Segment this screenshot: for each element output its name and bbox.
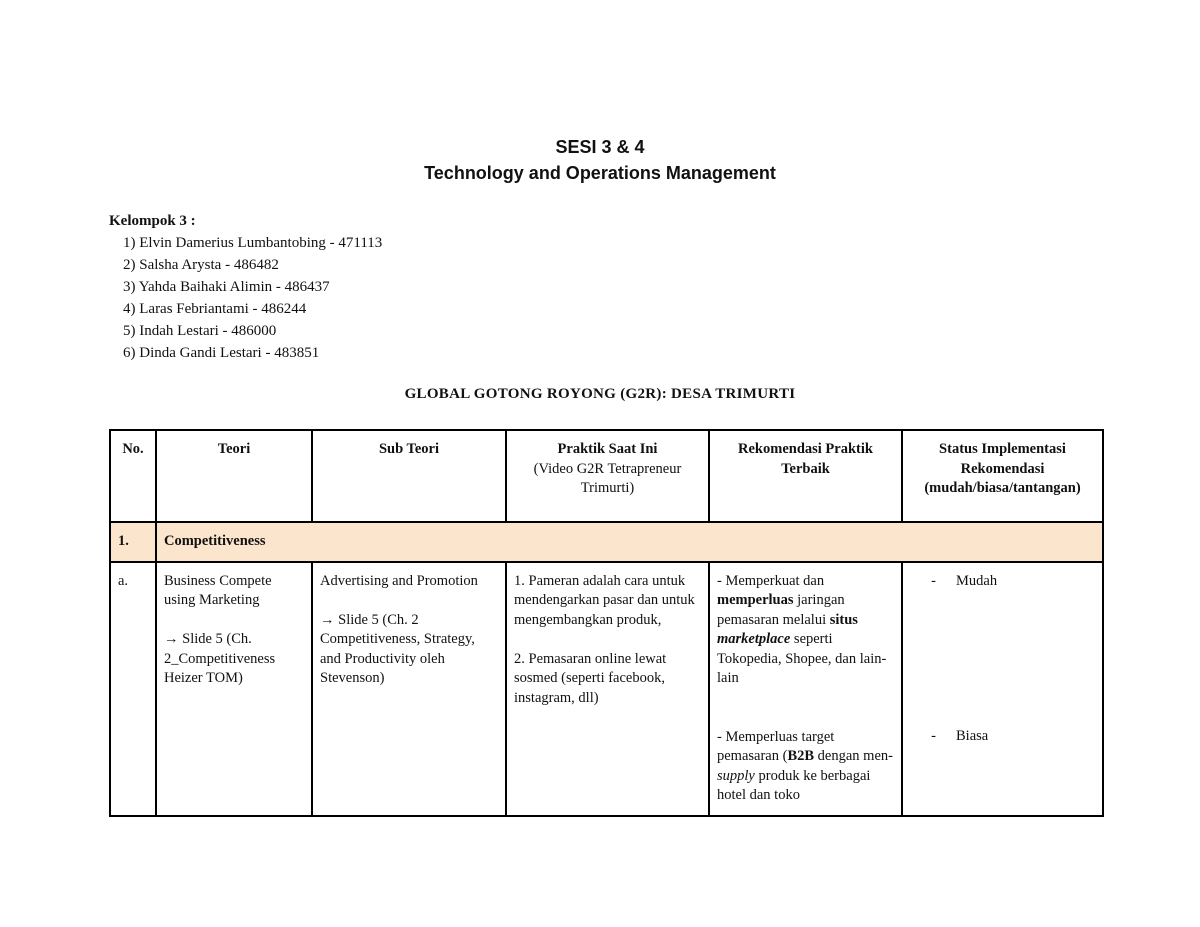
group-info (109, 210, 382, 364)
section-number: 1. (110, 522, 156, 562)
praktik-item: 1. Pameran adalah cara untuk mendengarkan pasar dan untuk mengembangkan produk, (514, 572, 695, 628)
member-list (109, 232, 382, 364)
recommendation-item: - Memperluas target pemasaran (B2B dengan men-supply produk ke berbagai hotel dan toko (717, 728, 893, 803)
status-item: - Mudah (910, 572, 1095, 592)
header-rekomendasi: Rekomendasi Praktik Terbaik (709, 430, 902, 522)
document-heading: GLOBAL GOTONG ROYONG (G2R): DESA TRIMURTI (404, 386, 796, 402)
header-praktik-subtitle: (Video G2R Tetrapreneur Trimurti) (533, 460, 682, 496)
analysis-table (109, 429, 1104, 817)
status-value: Biasa (956, 728, 989, 744)
member-item: 6) Dinda Gandi Lestari - 483851 (123, 345, 320, 361)
praktik-item: 2. Pemasaran online lewat sosmed (seperti facebook, instagram, dll) (514, 650, 667, 706)
section-row (110, 522, 1103, 562)
member-item: 4) Laras Febriantami - 486244 (123, 301, 307, 317)
header-teori: Teori (156, 430, 312, 522)
teori-text: Business Compete using Marketing (164, 572, 272, 608)
header-sub-teori: Sub Teori (312, 430, 506, 522)
section-title: Competitiveness (156, 522, 1103, 562)
status-value: Mudah (956, 572, 998, 589)
member-item: 5) Indah Lestari - 486000 (123, 323, 277, 339)
status-item: - Biasa (910, 727, 1095, 747)
session-title: SESI 3 & 4 (555, 137, 645, 157)
status-cell (902, 562, 1103, 816)
table-header-row (110, 430, 1103, 522)
sub-teori-text: Advertising and Promotion (320, 572, 478, 589)
rekomendasi-cell (709, 562, 902, 816)
course-title: Technology and Operations Management (424, 163, 776, 183)
praktik-cell (506, 562, 709, 816)
member-item: 3) Yahda Baihaki Alimin - 486437 (123, 279, 330, 295)
teori-cell (156, 562, 312, 816)
header-praktik-title: Praktik Saat Ini (557, 441, 658, 457)
row-number: a. (110, 562, 156, 816)
teori-reference: → Slide 5 (Ch. 2_Competitiveness Heizer TOM) (164, 631, 276, 686)
header-no: No. (110, 430, 156, 522)
group-label: Kelompok 3 : (109, 213, 196, 229)
header-status: Status Implementasi Rekomendasi (mudah/biasa/tantangan) (902, 430, 1103, 522)
recommendation-item: - Memperkuat dan memperluas jaringan pemasaran melalui situs marketplace seperti Tokopedia, Shopee, dan lain-lain (717, 572, 887, 686)
sub-teori-reference: → Slide 5 (Ch. 2 Competitiveness, Strategy, and Productivity oleh Stevenson) (320, 611, 475, 686)
member-item: 1) Elvin Damerius Lumbantobing - 471113 (123, 235, 383, 251)
member-item: 2) Salsha Arysta - 486482 (123, 257, 279, 273)
table-row (110, 562, 1103, 816)
header-praktik (506, 430, 709, 522)
sub-teori-cell (312, 562, 506, 816)
